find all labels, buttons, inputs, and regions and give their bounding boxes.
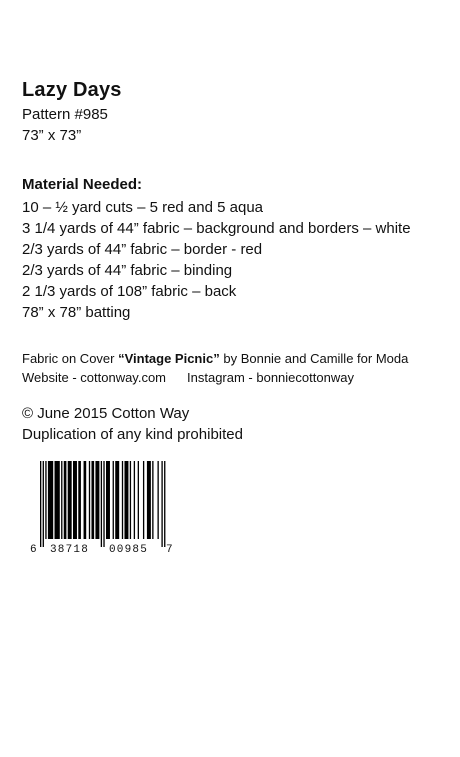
barcode-bar-digit-1 <box>48 461 53 539</box>
barcode-bar-digit-2 <box>61 461 62 539</box>
contact-line <box>22 368 408 387</box>
material-item: 2/3 yards of 44” fabric – binding <box>22 262 233 279</box>
instagram-text: Instagram - bonniecottonway <box>187 370 354 385</box>
barcode-bar-digit-8 <box>115 461 119 539</box>
barcode-guard-bar <box>101 461 102 547</box>
pattern-title: Lazy Days <box>22 79 122 101</box>
barcode-bar-digit-10 <box>134 461 135 539</box>
material-item: 78” x 78” batting <box>22 304 131 321</box>
barcode-bar-digit-1 <box>45 461 46 539</box>
copyright-text: © June 2015 Cotton Way <box>22 405 190 422</box>
material-item: 2/3 yards of 44” fabric – border - red <box>22 241 263 258</box>
barcode-bar-digit-7 <box>106 461 110 539</box>
material-item: 2 1/3 yards of 108” fabric – back <box>22 283 237 300</box>
barcode-bar-digit-12 <box>157 461 158 539</box>
upc-barcode <box>30 461 174 558</box>
barcode-bar-digit-12 <box>152 461 153 539</box>
fabric-line-name: “Vintage Picnic” <box>118 351 220 366</box>
barcode-bar-digit-3 <box>64 461 67 539</box>
pattern-number: Pattern #985 <box>22 106 108 123</box>
credits-block <box>22 349 408 387</box>
barcode-bar-digit-8 <box>122 461 123 539</box>
quilt-size: 73” x 73” <box>22 127 82 144</box>
barcode-group-right: 00985 <box>109 544 149 556</box>
website-text: Website - cottonway.com <box>22 370 167 385</box>
barcode-digit-last: 7 <box>166 544 173 556</box>
barcode-bar-digit-6 <box>95 461 99 539</box>
barcode-guard-bar <box>164 461 165 547</box>
barcode-bar-digit-11 <box>147 461 151 539</box>
barcode-guard-bar <box>103 461 104 547</box>
fabric-credit <box>22 349 408 368</box>
barcode-bar-digit-5 <box>89 461 90 539</box>
copyright-block <box>22 403 243 445</box>
material-item: 10 – ½ yard cuts – 5 red and 5 aqua <box>22 199 264 216</box>
materials-list <box>22 197 411 323</box>
barcode-bar-digit-4 <box>73 461 77 539</box>
duplication-notice: Duplication of any kind prohibited <box>22 426 243 443</box>
barcode-bar-digit-3 <box>68 461 72 539</box>
barcode-guard-bar <box>43 461 44 547</box>
barcode-bar-digit-11 <box>143 461 144 539</box>
fabric-credit-prefix: Fabric on Cover <box>22 351 119 366</box>
barcode-bar-digit-2 <box>55 461 60 539</box>
barcode-bar-digit-10 <box>138 461 139 539</box>
barcode-bar-digit-6 <box>91 461 94 539</box>
material-item: 3 1/4 yards of 44” fabric – background and borders – white <box>22 220 411 237</box>
barcode-bar-digit-7 <box>113 461 114 539</box>
barcode-bar-digit-9 <box>130 461 131 539</box>
barcode-bar-digit-4 <box>78 461 81 539</box>
barcode-group-left: 38718 <box>50 544 90 556</box>
materials-heading: Material Needed: <box>22 176 143 193</box>
barcode-guard-bar <box>161 461 162 547</box>
barcode-guard-bar <box>40 461 41 547</box>
barcode-bar-digit-5 <box>84 461 87 539</box>
barcode-digit-first: 6 <box>30 544 37 556</box>
fabric-credit-suffix: by Bonnie and Camille for Moda <box>219 351 409 366</box>
barcode-bar-digit-9 <box>124 461 128 539</box>
barcode-bars <box>30 461 174 547</box>
